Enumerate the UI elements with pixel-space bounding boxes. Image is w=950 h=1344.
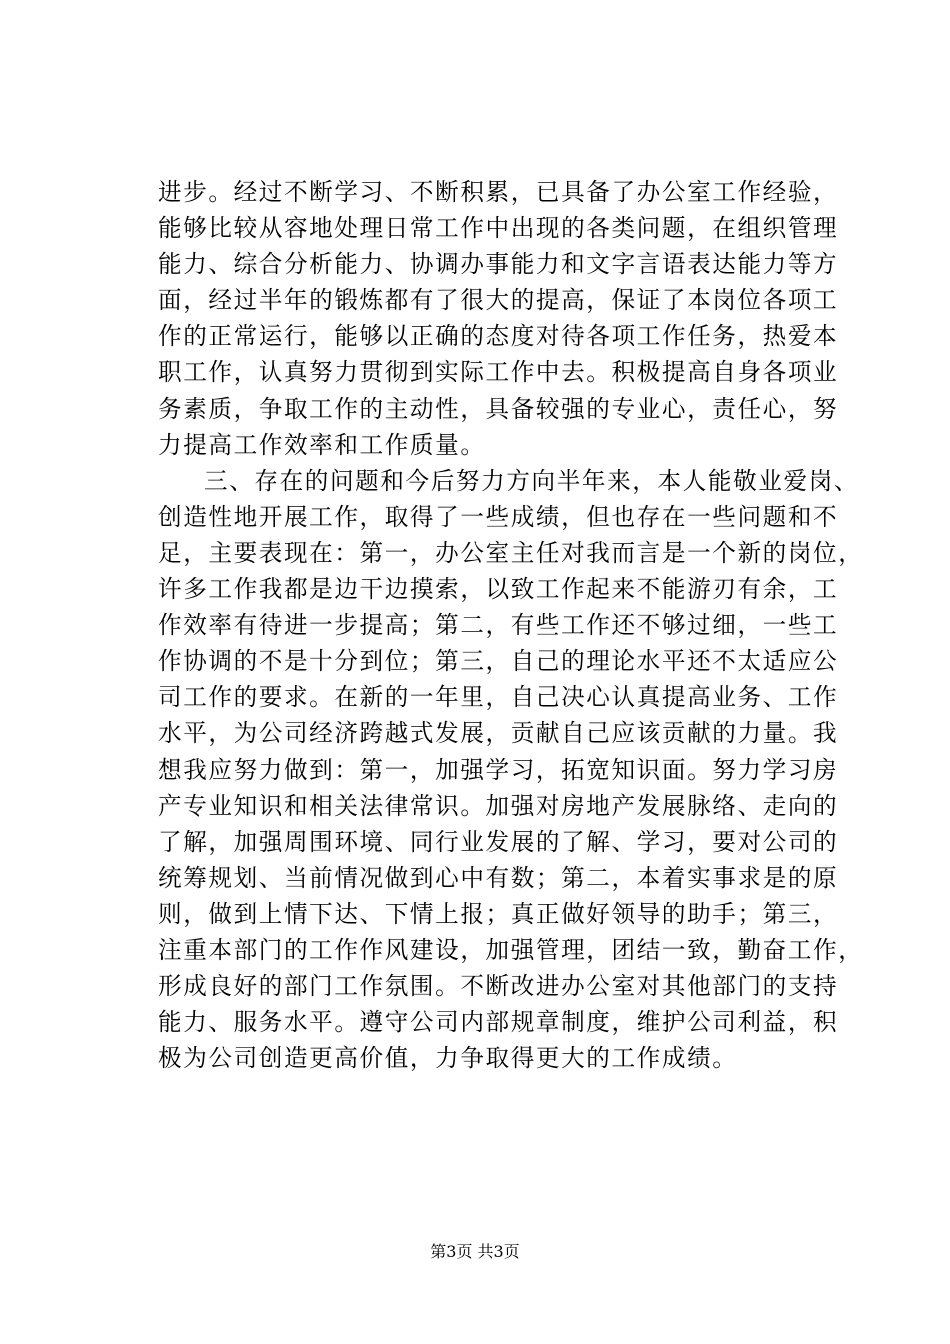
text-line: 作效率有待进一步提高；第二，有些工作还不够过细，一些工 (158, 611, 839, 640)
text-line: 了解，加强周围环境、同行业发展的了解、学习，要对公司的 (158, 827, 839, 856)
text-line: 能力、综合分析能力、协调办事能力和文字言语表达能力等方 (158, 250, 839, 279)
text-line: 水平，为公司经济跨越式发展，贡献自己应该贡献的力量。我 (158, 719, 839, 748)
text-line: 想我应努力做到：第一，加强学习，拓宽知识面。努力学习房 (158, 755, 839, 784)
text-line: 面，经过半年的锻炼都有了很大的提高，保证了本岗位各项工 (158, 286, 839, 315)
text-line: 司工作的要求。在新的一年里，自己决心认真提高业务、工作 (158, 683, 839, 712)
text-line: 能够比较从容地处理日常工作中出现的各类问题，在组织管理 (158, 214, 839, 243)
page-number-footer: 第3页 共3页 (430, 1242, 520, 1261)
text-line: 作协调的不是十分到位；第三，自己的理论水平还不太适应公 (158, 647, 839, 676)
text-line: 职工作，认真努力贯彻到实际工作中去。积极提高自身各项业 (158, 358, 839, 387)
text-line: 许多工作我都是边干边摸索，以致工作起来不能游刃有余，工 (158, 575, 839, 604)
text-line: 统筹规划、当前情况做到心中有数；第二，本着实事求是的原 (158, 863, 839, 892)
text-line: 作的正常运行，能够以正确的态度对待各项工作任务，热爱本 (158, 322, 839, 351)
text-line: 极为公司创造更高价值，力争取得更大的工作成绩。 (158, 1044, 738, 1073)
text-line: 形成良好的部门工作氛围。不断改进办公室对其他部门的支持 (158, 972, 839, 1001)
text-line: 足，主要表现在：第一，办公室主任对我而言是一个新的岗位， (158, 538, 864, 567)
text-line: 注重本部门的工作作风建设，加强管理，团结一致，勤奋工作， (158, 935, 864, 964)
text-line: 力提高工作效率和工作质量。 (158, 430, 486, 459)
text-line: 能力、服务水平。遵守公司内部规章制度，维护公司利益，积 (158, 1008, 839, 1037)
text-line: 则，做到上情下达、下情上报；真正做好领导的助手；第三， (158, 899, 839, 928)
text-line: 创造性地开展工作，取得了一些成绩，但也存在一些问题和不 (158, 502, 839, 531)
body-text (158, 174, 864, 1076)
text-line: 务素质，争取工作的主动性，具备较强的专业心，责任心，努 (158, 394, 839, 423)
paragraph-start-line: 三、存在的问题和今后努力方向半年来，本人能敬业爱岗、 (204, 466, 860, 495)
text-line: 产专业知识和相关法律常识。加强对房地产发展脉络、走向的 (158, 791, 839, 820)
text-line: 进步。经过不断学习、不断积累，已具备了办公室工作经验， (158, 178, 839, 206)
